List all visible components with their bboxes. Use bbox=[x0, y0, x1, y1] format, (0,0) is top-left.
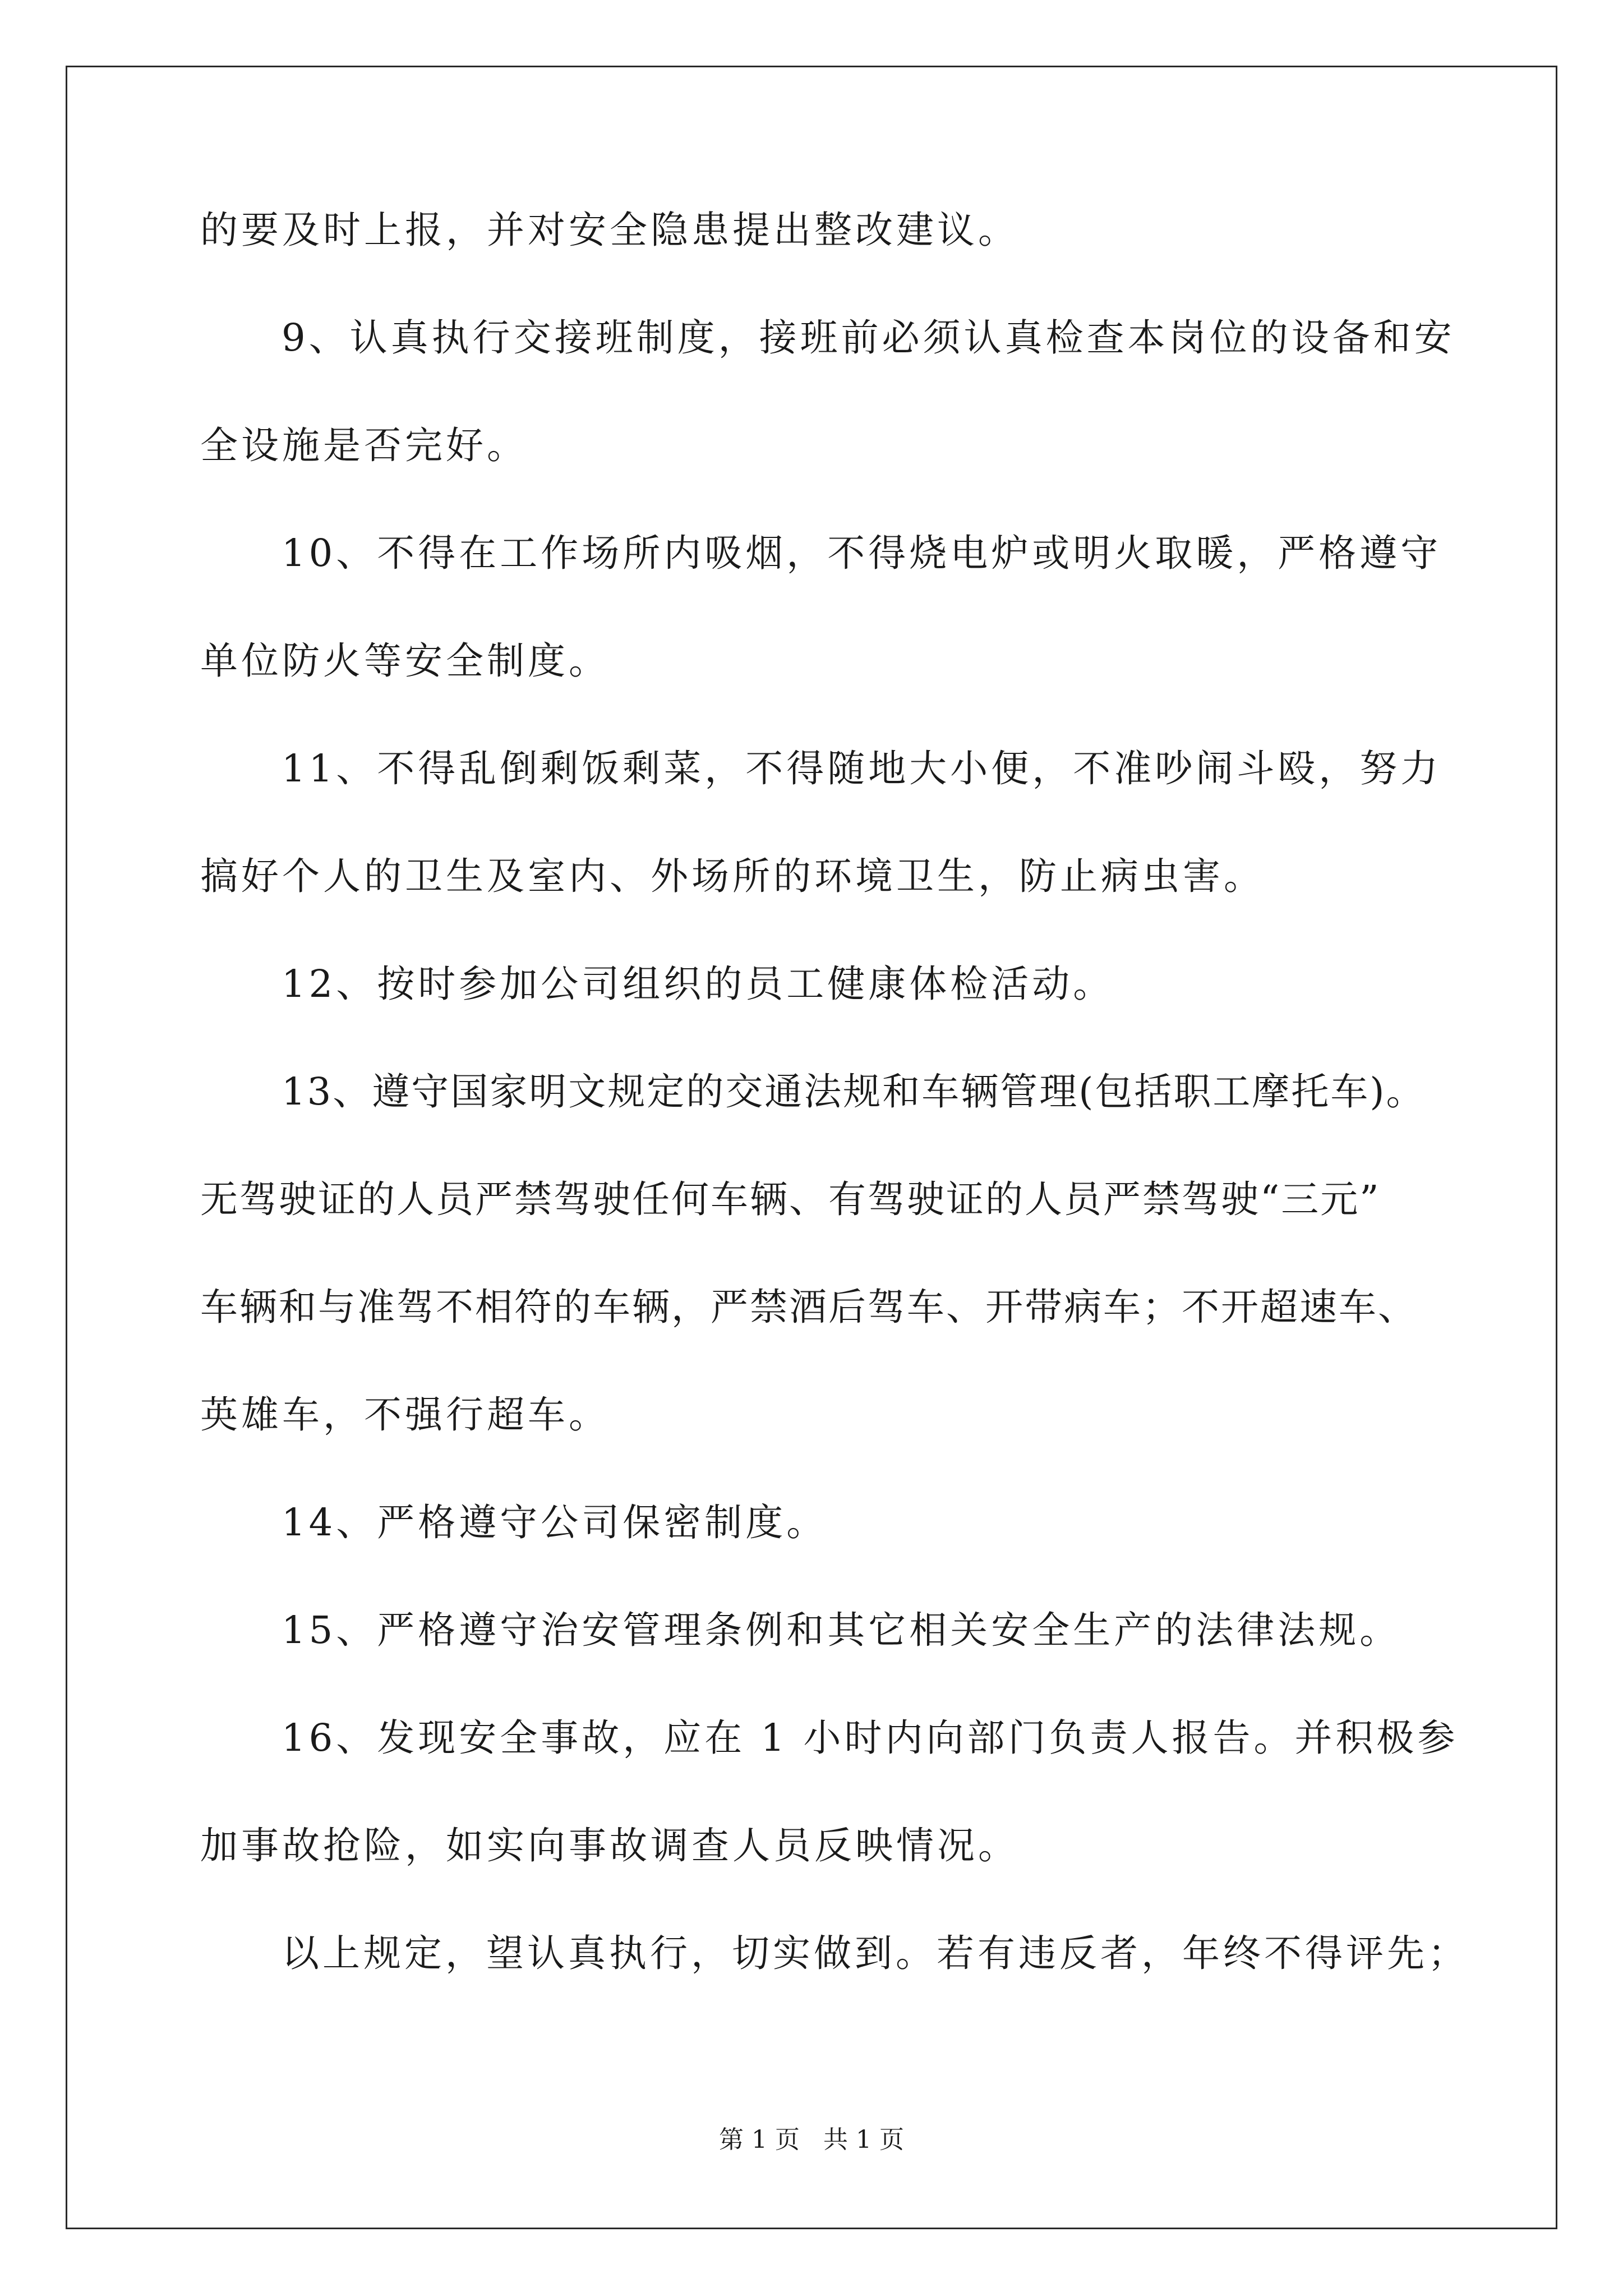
text-line: 单位防火等安全制度。 bbox=[200, 639, 610, 683]
text-line: 搞好个人的卫生及室内、外场所的环境卫生，防止病虫害。 bbox=[200, 854, 1265, 898]
text-line: 10、不得在工作场所内吸烟，不得烧电炉或明火取暖，严格遵守 bbox=[282, 531, 1442, 575]
text-line: 11、不得乱倒剩饭剩菜，不得随地大小便，不准吵闹斗殴，努力 bbox=[282, 747, 1442, 790]
text-line: 加事故抢险，如实向事故调查人员反映情况。 bbox=[200, 1824, 1019, 1867]
page-number: 第 1 页 bbox=[719, 2125, 800, 2154]
text-line: 12、按时参加公司组织的员工健康体检活动。 bbox=[282, 962, 1114, 1006]
text-line: 的要及时上报，并对安全隐患提出整改建议。 bbox=[200, 208, 1019, 252]
text-line: 无驾驶证的人员严禁驾驶任何车辆、有驾驶证的人员严禁驾驶“三元” bbox=[200, 1177, 1381, 1221]
text-line: 英雄车，不强行超车。 bbox=[200, 1393, 610, 1437]
text-line: 车辆和与准驾不相符的车辆，严禁酒后驾车、开带病车；不开超速车、 bbox=[200, 1285, 1417, 1329]
text-line: 15、严格遵守治安管理条例和其它相关安全生产的法律法规。 bbox=[282, 1608, 1401, 1652]
text-line: 16、发现安全事故，应在 1 小时内向部门负责人报告。并积极参 bbox=[282, 1716, 1459, 1760]
page-footer bbox=[0, 2124, 1623, 2156]
text-line: 14、严格遵守公司保密制度。 bbox=[282, 1501, 828, 1544]
page-total: 共 1 页 bbox=[823, 2125, 904, 2154]
text-line: 以上规定，望认真执行，切实做到。若有违反者，年终不得评先； bbox=[282, 1931, 1469, 1975]
text-line: 13、遵守国家明文规定的交通法规和车辆管理(包括职工摩托车)。 bbox=[282, 1070, 1426, 1114]
text-line: 全设施是否完好。 bbox=[200, 424, 528, 467]
page-border bbox=[66, 66, 1557, 2229]
text-line: 9、认真执行交接班制度，接班前必须认真检查本岗位的设备和安 bbox=[282, 316, 1455, 360]
